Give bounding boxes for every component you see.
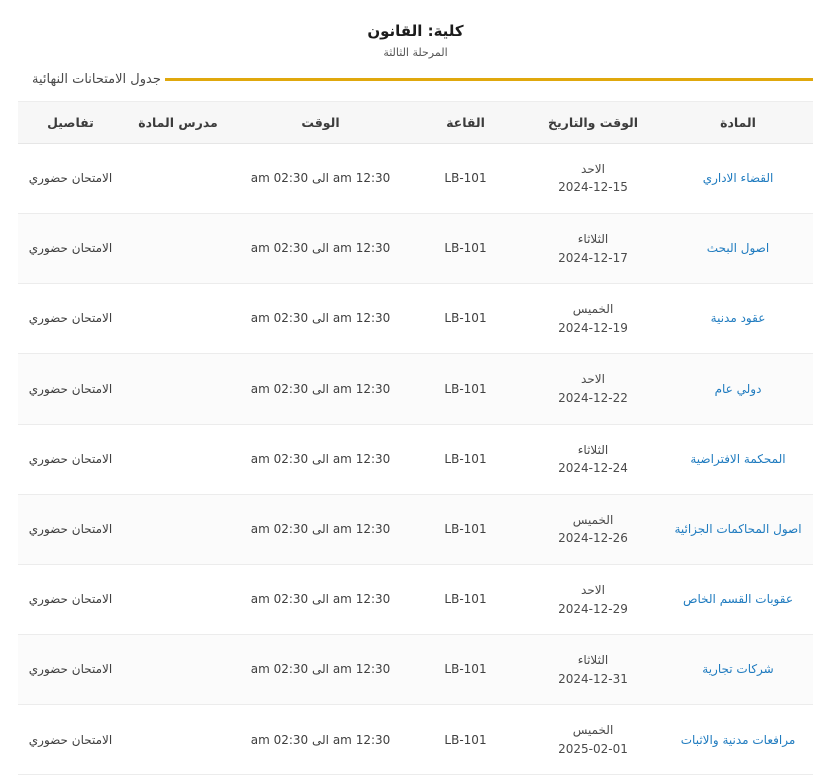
table-head <box>18 101 813 143</box>
exam-date: 2024-12-15 <box>558 180 628 195</box>
column-header-datetime: الوقت والتاريخ <box>523 101 663 143</box>
cell-hall: LB-101 <box>408 213 523 283</box>
cell-details: الامتحان حضوري <box>18 354 123 424</box>
column-header-hall: القاعة <box>408 101 523 143</box>
page-header <box>0 0 831 60</box>
table-row <box>18 143 813 213</box>
cell-teacher <box>123 354 233 424</box>
cell-datetime <box>523 494 663 564</box>
cell-hall: LB-101 <box>408 424 523 494</box>
cell-datetime <box>523 705 663 775</box>
cell-teacher <box>123 213 233 283</box>
exam-date: 2024-12-22 <box>558 390 628 405</box>
cell-time: 12:30 am الى 02:30 am <box>233 705 408 775</box>
exam-day: الاحد <box>581 161 605 176</box>
cell-details: الامتحان حضوري <box>18 143 123 213</box>
cell-subject[interactable]: القضاء الاداري <box>663 143 813 213</box>
cell-datetime <box>523 213 663 283</box>
cell-datetime <box>523 284 663 354</box>
exam-day: الخميس <box>572 723 614 738</box>
column-header-teacher: مدرس المادة <box>123 101 233 143</box>
cell-time: 12:30 am الى 02:30 am <box>233 354 408 424</box>
table-row <box>18 354 813 424</box>
exam-day: الاحد <box>581 372 605 387</box>
cell-hall: LB-101 <box>408 705 523 775</box>
cell-datetime <box>523 424 663 494</box>
exam-date: 2024-12-24 <box>558 461 628 476</box>
cell-details: الامتحان حضوري <box>18 494 123 564</box>
cell-teacher <box>123 494 233 564</box>
cell-time: 12:30 am الى 02:30 am <box>233 635 408 705</box>
cell-time: 12:30 am الى 02:30 am <box>233 424 408 494</box>
cell-datetime <box>523 354 663 424</box>
cell-teacher <box>123 705 233 775</box>
exam-day: الخميس <box>572 512 614 527</box>
table-row <box>18 284 813 354</box>
exam-date: 2024-12-31 <box>558 671 628 686</box>
cell-time: 12:30 am الى 02:30 am <box>233 213 408 283</box>
gold-rule <box>165 78 813 81</box>
cell-hall: LB-101 <box>408 354 523 424</box>
cell-time: 12:30 am الى 02:30 am <box>233 284 408 354</box>
cell-datetime <box>523 564 663 634</box>
exam-date: 2024-12-29 <box>558 601 628 616</box>
exam-day: الثلاثاء <box>577 442 609 457</box>
table-row <box>18 705 813 775</box>
cell-details: الامتحان حضوري <box>18 564 123 634</box>
exam-day: الخميس <box>572 302 614 317</box>
cell-details: الامتحان حضوري <box>18 284 123 354</box>
cell-time: 12:30 am الى 02:30 am <box>233 143 408 213</box>
table-row <box>18 494 813 564</box>
cell-subject[interactable]: عقوبات القسم الخاص <box>663 564 813 634</box>
cell-subject[interactable]: شركات تجارية <box>663 635 813 705</box>
cell-teacher <box>123 284 233 354</box>
exam-date: 2024-12-26 <box>558 531 628 546</box>
page-title: كلية: القانون <box>367 22 464 40</box>
table-caption: جدول الامتحانات النهائية <box>32 71 161 87</box>
cell-time: 12:30 am الى 02:30 am <box>233 564 408 634</box>
column-header-subject: المادة <box>663 101 813 143</box>
cell-teacher <box>123 635 233 705</box>
cell-subject[interactable]: مرافعات مدنية والاثبات <box>663 705 813 775</box>
cell-hall: LB-101 <box>408 564 523 634</box>
exam-date: 2024-12-17 <box>558 250 628 265</box>
cell-details: الامتحان حضوري <box>18 424 123 494</box>
section-divider <box>0 72 831 87</box>
cell-time: 12:30 am الى 02:30 am <box>233 494 408 564</box>
cell-teacher <box>123 564 233 634</box>
cell-details: الامتحان حضوري <box>18 213 123 283</box>
cell-datetime <box>523 143 663 213</box>
table-body <box>18 143 813 775</box>
cell-hall: LB-101 <box>408 635 523 705</box>
exam-date: 2024-12-19 <box>558 320 628 335</box>
column-header-time: الوقت <box>233 101 408 143</box>
table-row <box>18 564 813 634</box>
page-subtitle: المرحلة الثالثة <box>383 45 448 59</box>
cell-subject[interactable]: دولي عام <box>663 354 813 424</box>
cell-details: الامتحان حضوري <box>18 705 123 775</box>
column-header-details: تفاصيل <box>18 101 123 143</box>
cell-subject[interactable]: اصول البحث <box>663 213 813 283</box>
cell-subject[interactable]: عقود مدنية <box>663 284 813 354</box>
table-row <box>18 635 813 705</box>
exam-day: الثلاثاء <box>577 653 609 668</box>
cell-teacher <box>123 143 233 213</box>
exam-schedule-table <box>18 101 813 775</box>
table-row <box>18 213 813 283</box>
cell-datetime <box>523 635 663 705</box>
cell-hall: LB-101 <box>408 143 523 213</box>
cell-hall: LB-101 <box>408 494 523 564</box>
cell-subject[interactable]: المحكمة الافتراضية <box>663 424 813 494</box>
table-header-row <box>18 101 813 143</box>
exam-date: 2025-02-01 <box>558 741 628 756</box>
cell-subject[interactable]: اصول المحاكمات الجزائية <box>663 494 813 564</box>
cell-details: الامتحان حضوري <box>18 635 123 705</box>
exam-day: الاحد <box>581 582 605 597</box>
cell-hall: LB-101 <box>408 284 523 354</box>
cell-teacher <box>123 424 233 494</box>
table-row <box>18 424 813 494</box>
exam-day: الثلاثاء <box>577 231 609 246</box>
